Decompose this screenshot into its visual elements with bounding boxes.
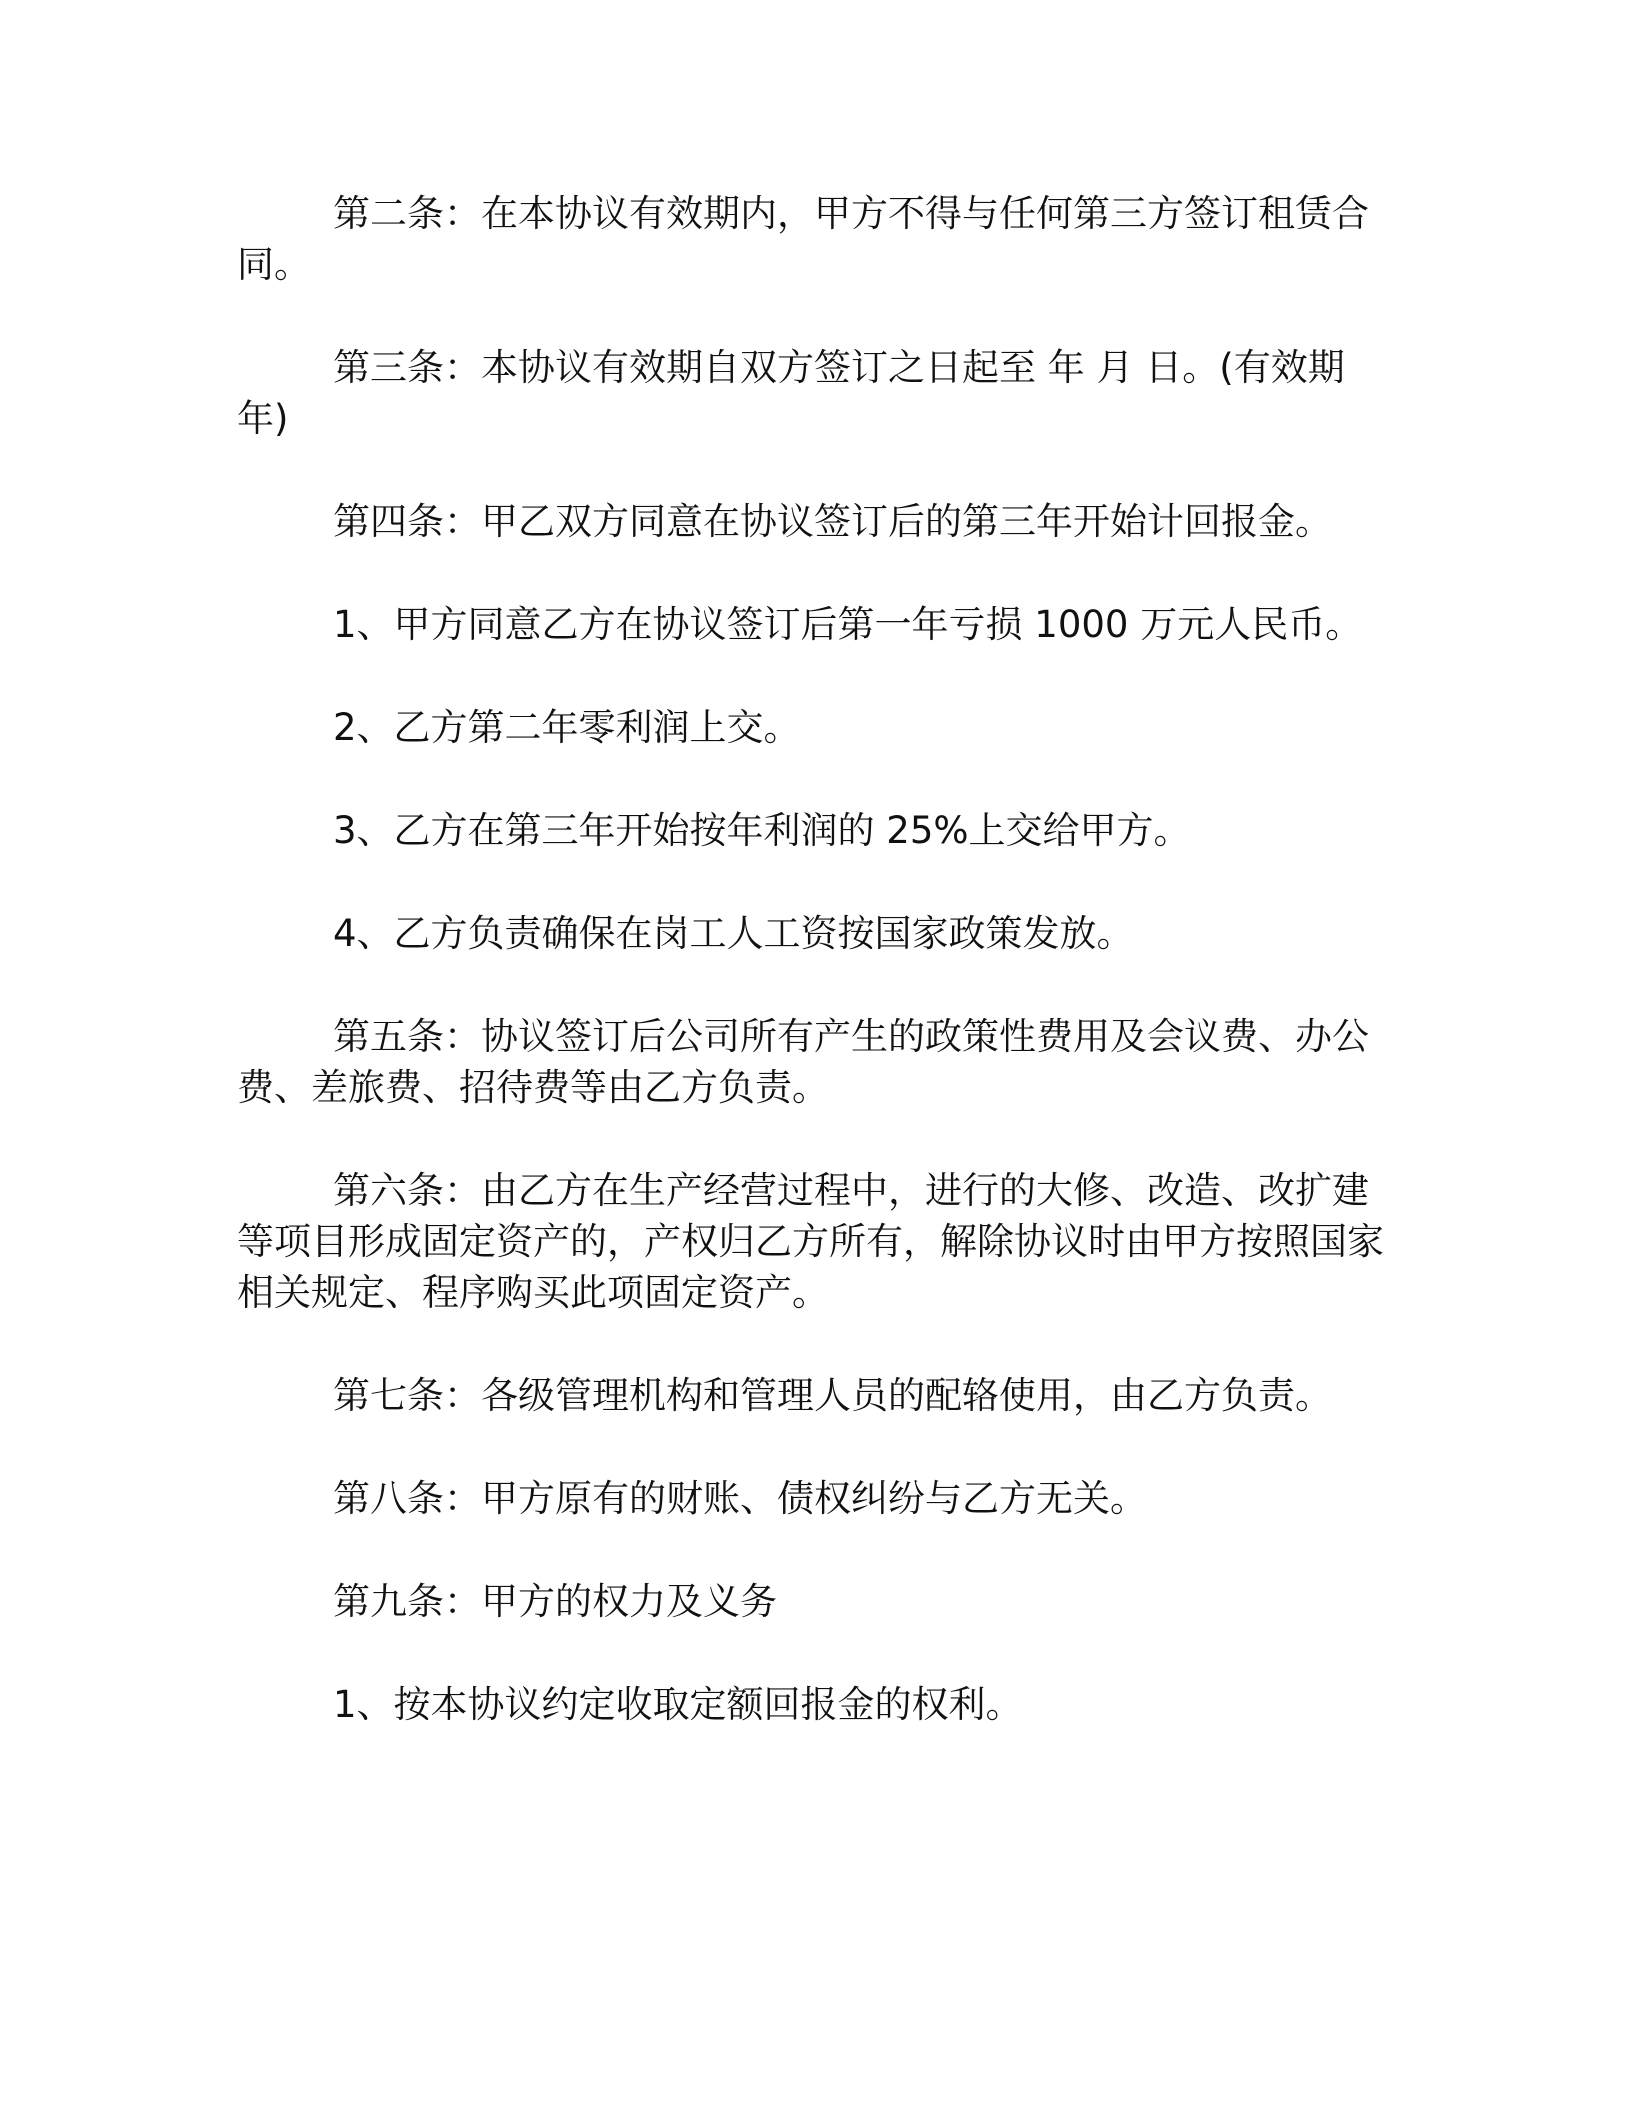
clause-4-item-2: 2、乙方第二年零利润上交。 xyxy=(333,706,801,749)
clause-9-item-1: 1、按本协议约定收取定额回报金的权利。 xyxy=(333,1683,1023,1726)
clause-4: 第四条：甲乙双方同意在协议签订后的第三年开始计回报金。 xyxy=(333,500,1332,543)
clause-4-item-4: 4、乙方负责确保在岗工人工资按国家政策发放。 xyxy=(333,912,1134,955)
clause-9: 第九条：甲方的权力及义务 xyxy=(333,1580,777,1623)
clause-6: 第六条：由乙方在生产经营过程中，进行的大修、改造、改扩建等项目形成固定资产的，产权归乙方所有，解除协议时由甲方按照国家相关规定、程序购买此项固定资产。 xyxy=(237,1169,1384,1314)
clause-2: 第二条：在本协议有效期内，甲方不得与任何第三方签订租赁合同。 xyxy=(237,192,1369,286)
clause-8: 第八条：甲方原有的财账、债权纠纷与乙方无关。 xyxy=(333,1477,1147,1520)
clause-4-item-3: 3、乙方在第三年开始按年利润的 25%上交给甲方。 xyxy=(333,809,1191,852)
clause-4-item-1: 1、甲方同意乙方在协议签订后第一年亏损 1000 万元人民币。 xyxy=(333,603,1363,646)
document-body xyxy=(237,188,1397,1782)
clause-3: 第三条：本协议有效期自双方签订之日起至 年 月 日。(有效期 年) xyxy=(237,346,1345,440)
clause-7: 第七条：各级管理机构和管理人员的配辂使用，由乙方负责。 xyxy=(333,1374,1332,1417)
clause-5: 第五条：协议签订后公司所有产生的政策性费用及会议费、办公费、差旅费、招待费等由乙方负责。 xyxy=(237,1015,1369,1109)
